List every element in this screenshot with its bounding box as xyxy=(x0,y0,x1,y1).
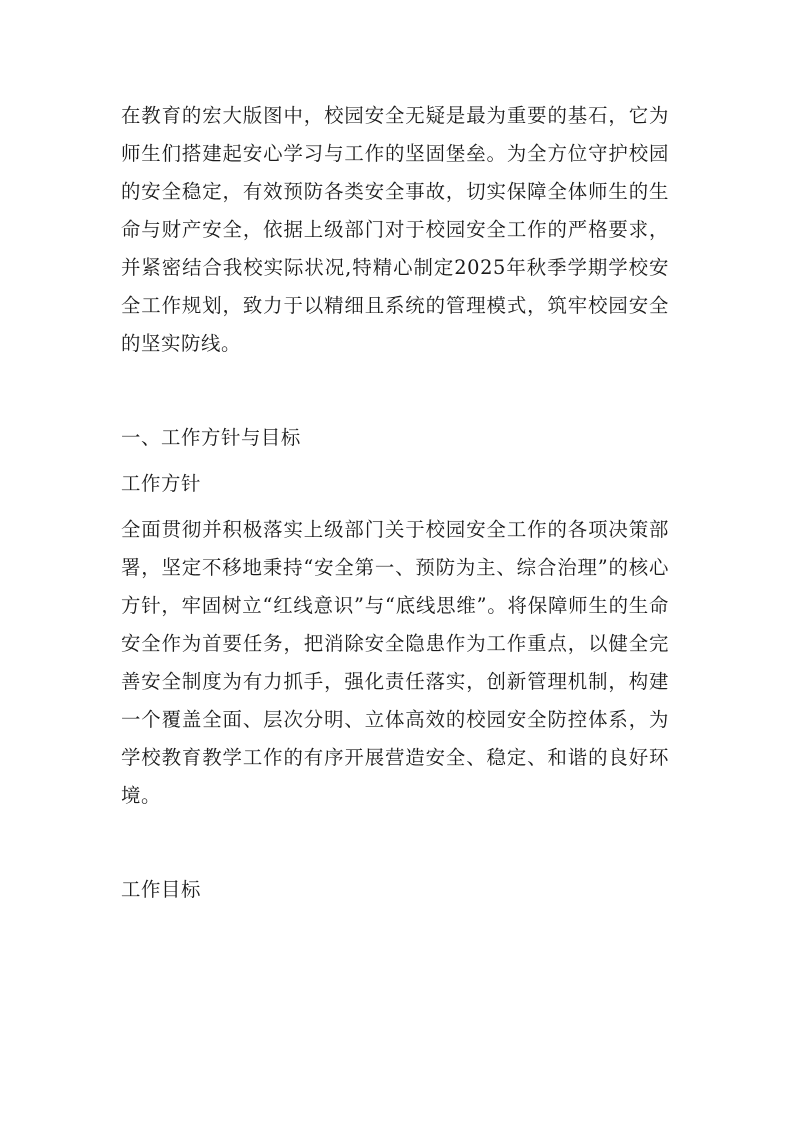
paragraph-spacer xyxy=(121,815,669,871)
goal-heading: 工作目标 xyxy=(121,878,201,901)
paragraph-spacer xyxy=(121,363,669,419)
section-heading: 一、工作方针与目标 xyxy=(121,426,301,449)
policy-paragraph: 全面贯彻并积极落实上级部门关于校园安全工作的各项决策部署，坚定不移地秉持“安全第一、预防为主、综合治理”的核心方针，牢固树立“红线意识”与“底线思维”。将保障师生的生命安全作为首要任务，把消除安全隐患作为工作重点，以健全完善安全制度为有力抓手，强化责任落实，创新管理机制，构建一个覆盖全面、层次分明、立体高效的校园安全防控体系，为学校教育教学工作的有序开展营造安全、稳定、和谐的良好环境。 xyxy=(121,518,669,807)
intro-paragraph: 在教育的宏大版图中，校园安全无疑是最为重要的基石，它为师生们搭建起安心学习与工作的坚固堡垒。为全方位守护校园的安全稳定，有效预防各类安全事故，切实保障全体师生的生命与财产安全，依据上级部门对于校园安全工作的严格要求，并紧密结合我校实际状况,特精心制定2025年秋季学期学校安全工作规划，致力于以精细且系统的管理模式，筑牢校园安全的坚实防线。 xyxy=(121,104,669,355)
document-body xyxy=(121,97,669,917)
policy-heading: 工作方针 xyxy=(121,472,201,495)
